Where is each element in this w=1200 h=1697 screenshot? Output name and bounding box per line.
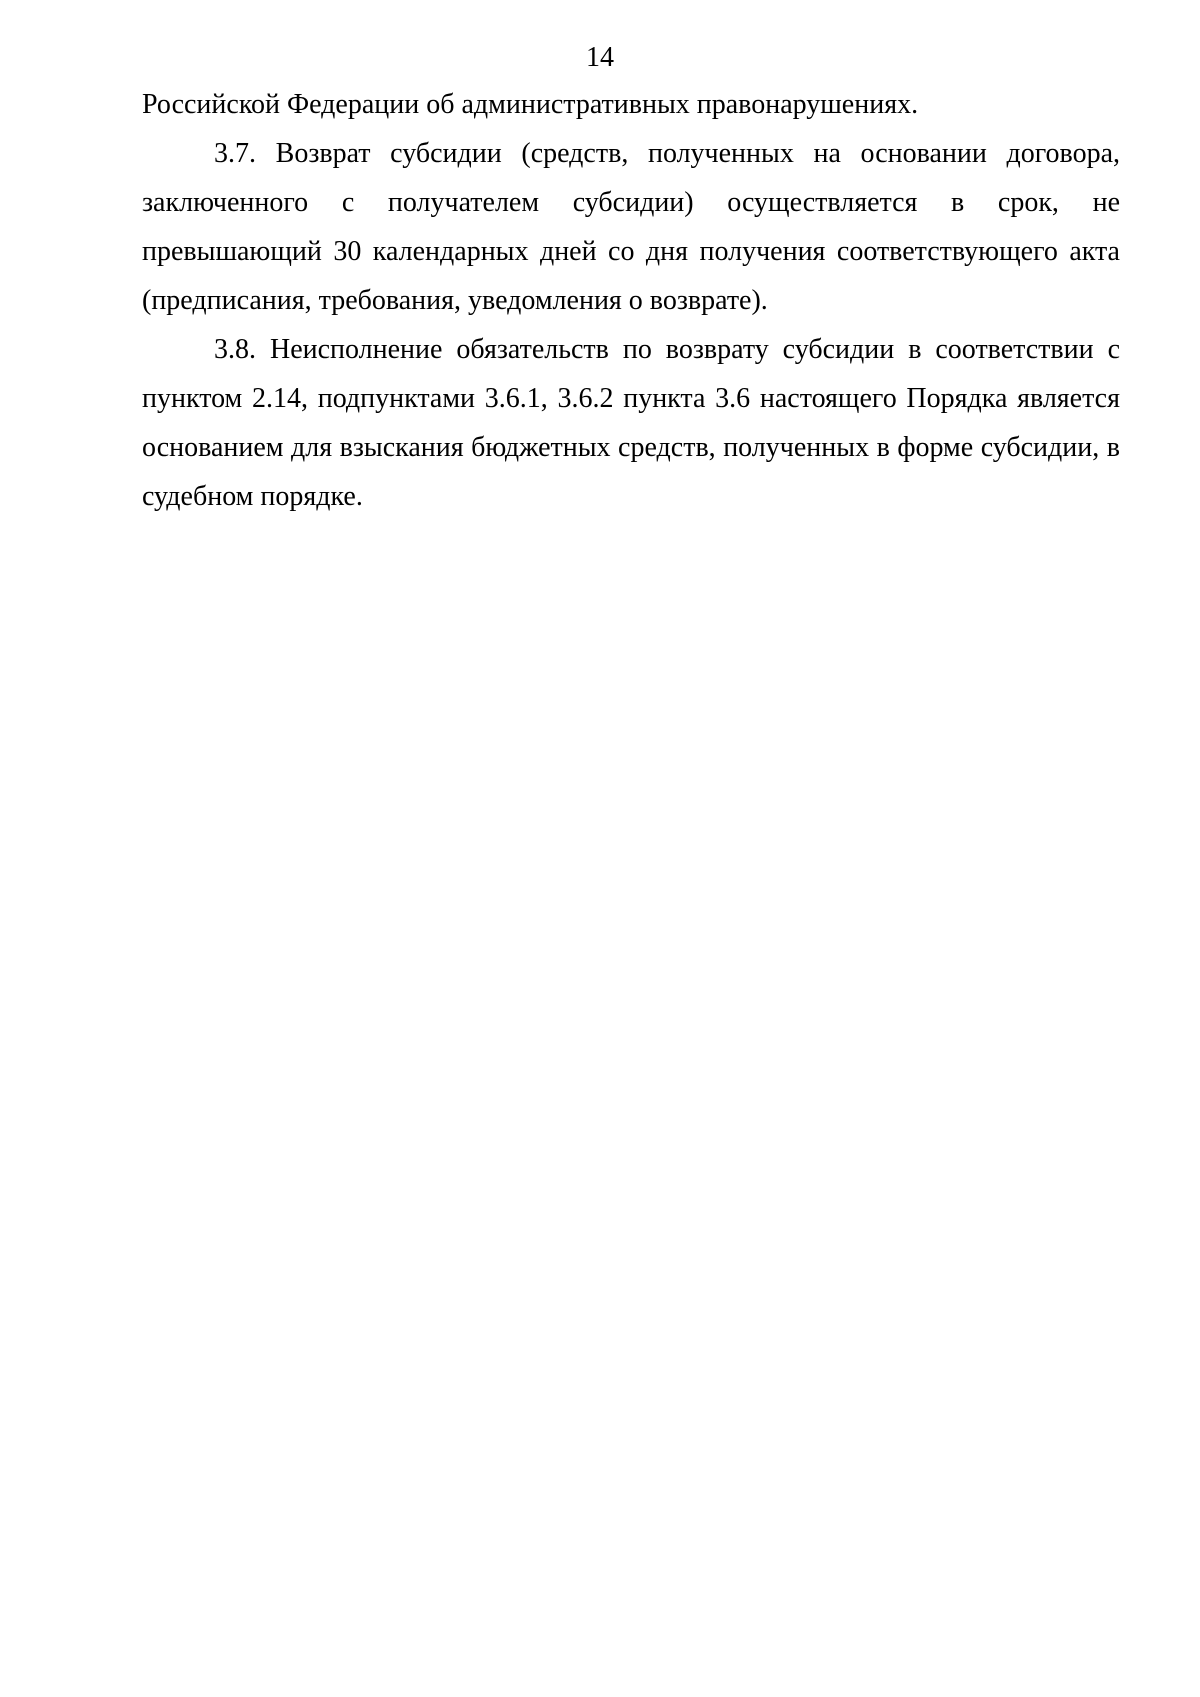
paragraph-3-8: 3.8. Неисполнение обязательств по возврату субсидии в соответствии с пунктом 2.14, подпунктами 3.6.1, 3.6.2 пункта 3.6 настоящего Порядка является основанием для взыскания бюджетных средств, полученных в форме субсидии, в судебном порядке. (142, 334, 1120, 512)
paragraph-continuation: Российской Федерации об административных правонарушениях. (142, 89, 919, 120)
page-number: 14 (586, 42, 614, 73)
paragraph-3-7: 3.7. Возврат субсидии (средств, полученных на основании договора, заключенного с получателем субсидии) осуществляется в срок, не превышающий 30 календарных дней со дня получения соответствующего акта (предписания, требования, уведомления о возврате). (142, 138, 1120, 316)
document-body (142, 80, 1120, 521)
